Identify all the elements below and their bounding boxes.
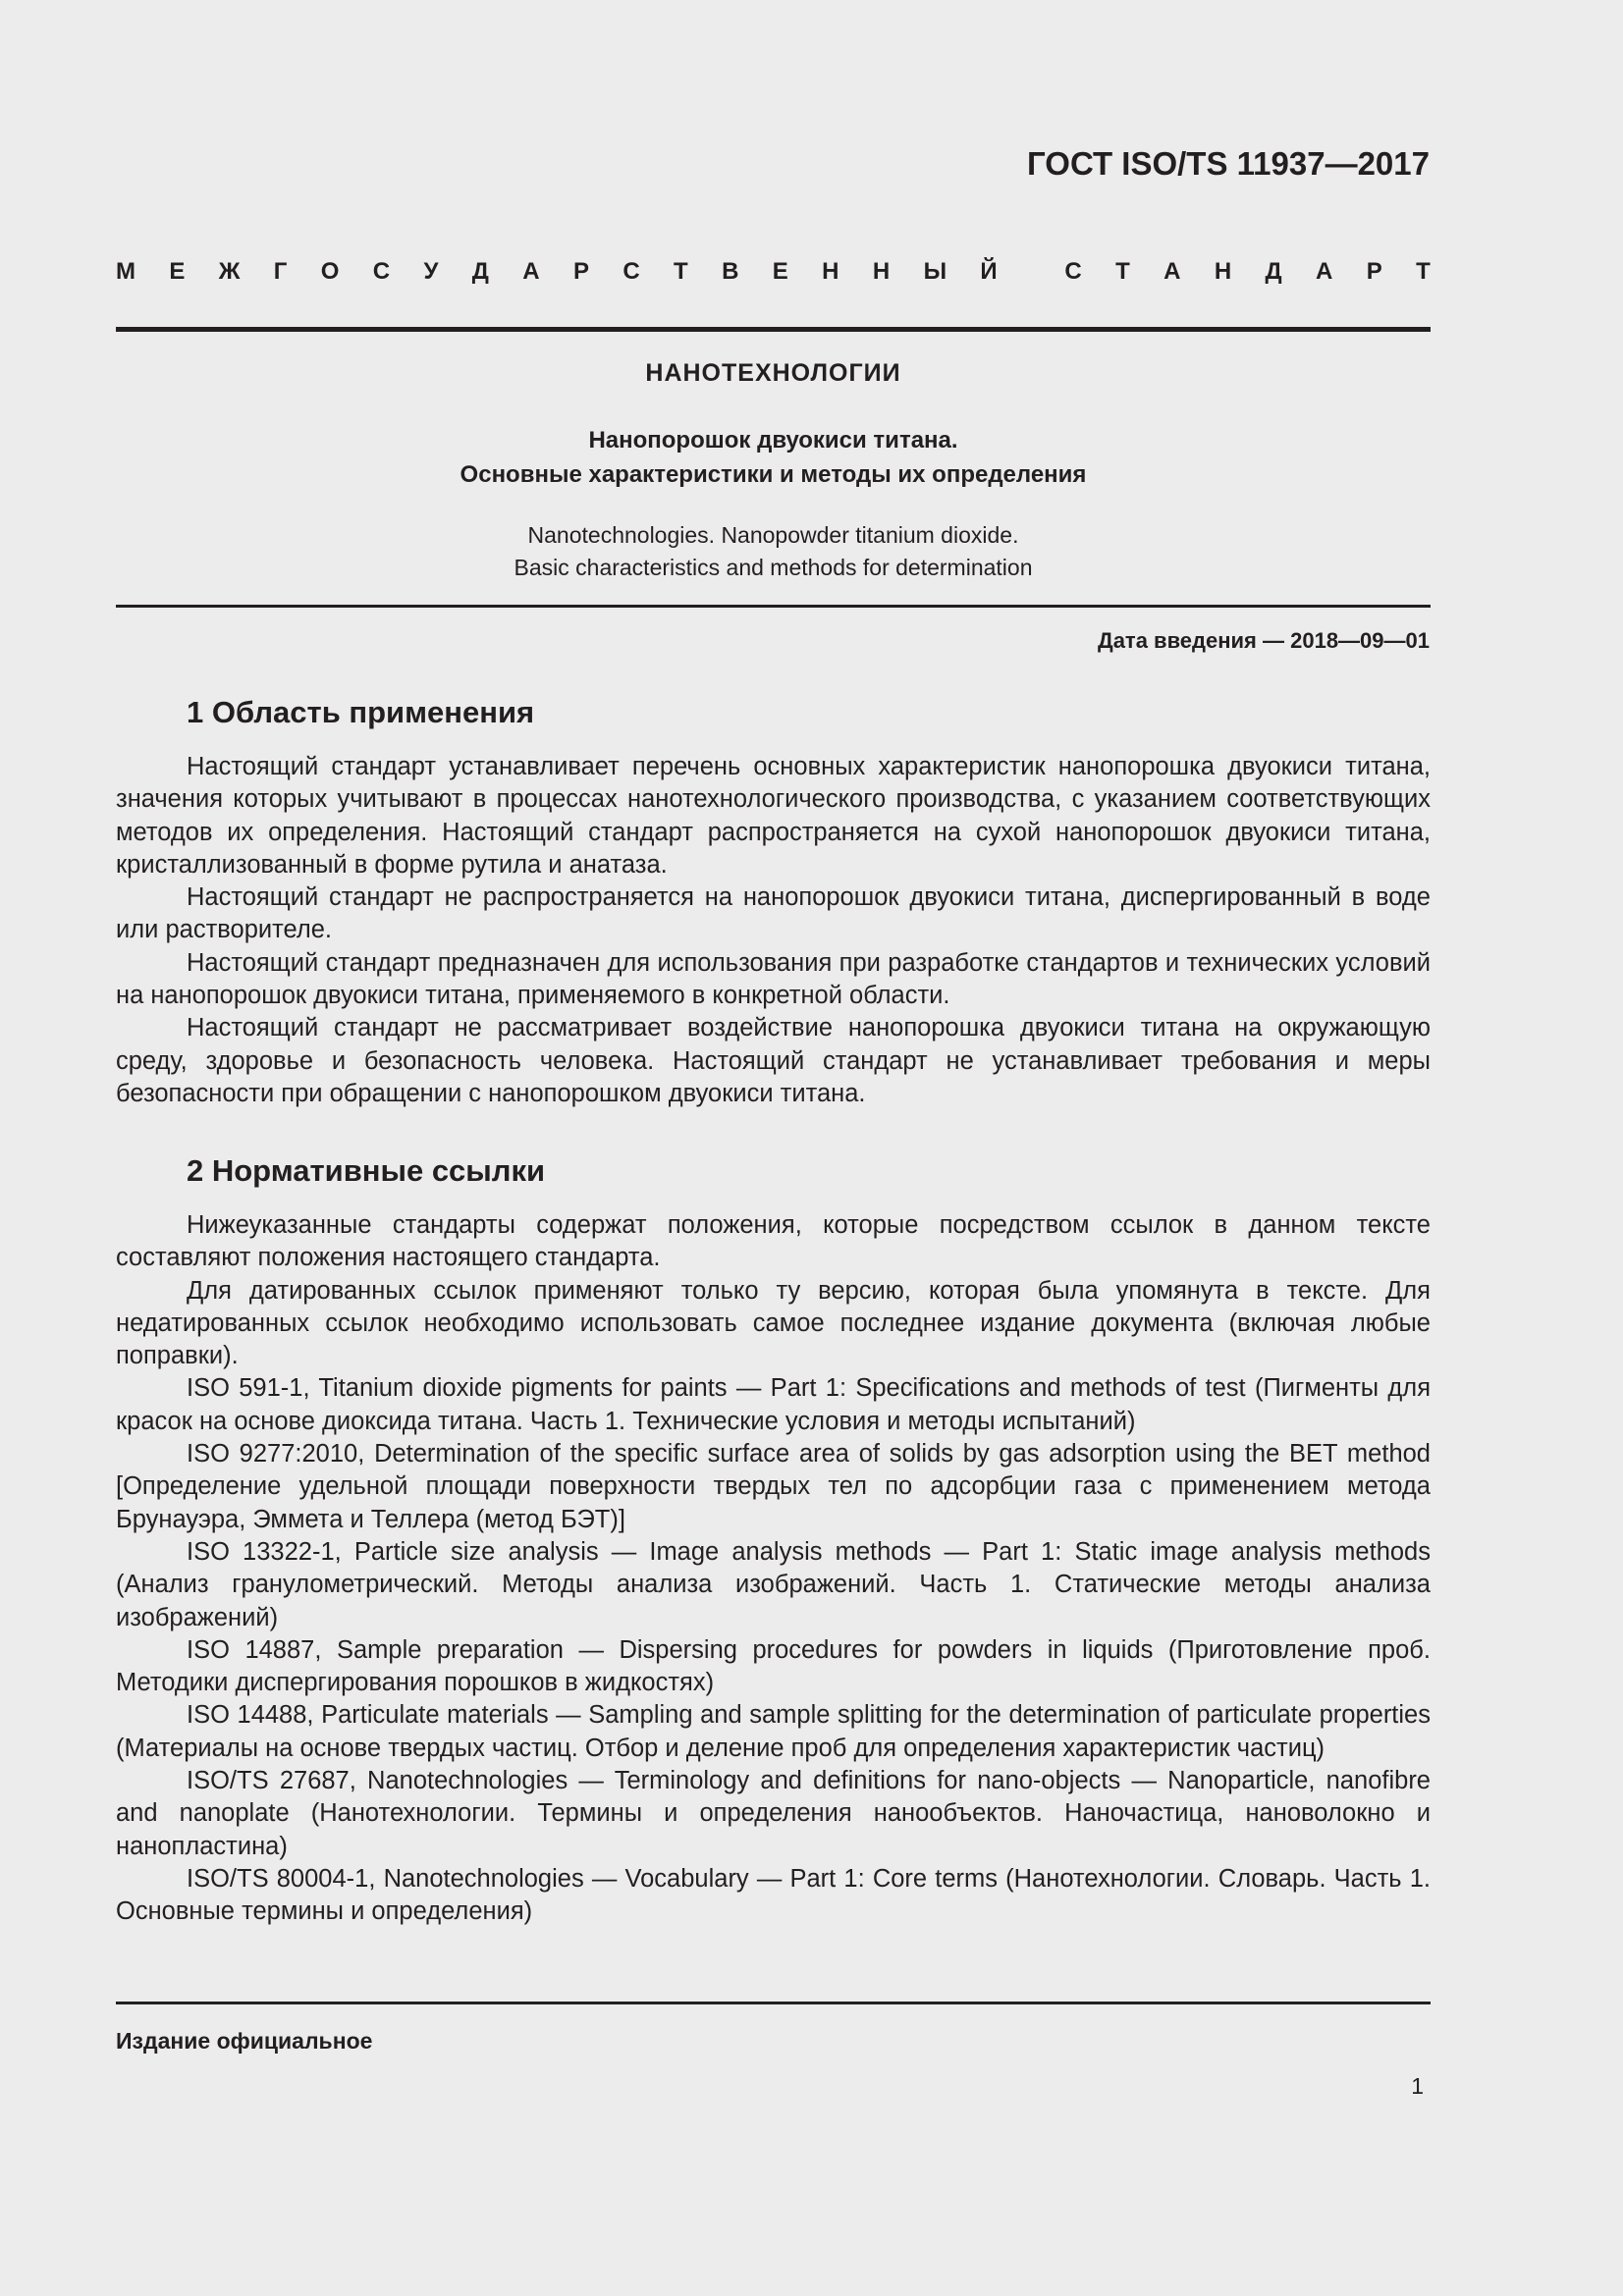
reference-entry: ISO/TS 27687, Nanotechnologies — Terminology and definitions for nano-objects — Nanoparticle, nanofibre and nanoplate (Нанотехнологии. Термины и определения нанообъектов. Наночастица, нановолокно и нанопластина) [116,1767,1431,1860]
letter: О [320,258,340,285]
letter: Д [1265,258,1282,285]
letter: Р [572,258,589,285]
letter: М [116,258,135,285]
paragraph: Настоящий стандарт не распространяется на нанопорошок двуокиси титана, диспергированный в воде или растворителе. [116,883,1431,944]
letter: А [1163,258,1181,285]
letter: Д [471,258,489,285]
letter: С [372,258,391,285]
section-heading: 2 Нормативные ссылки [187,1153,546,1188]
letter: Ж [218,258,241,285]
letter: Н [872,258,891,285]
standard-type [116,258,1431,286]
introduction-date: Дата введения — 2018—09—01 [1098,628,1430,653]
reference-entry: ISO 14488, Particulate materials — Sampling and sample splitting for the determination of particulate properties (Материалы на основе твердых частиц. Отбор и деление проб для определения характеристик частиц) [116,1701,1431,1762]
letter: А [1316,258,1333,285]
letter: Е [772,258,788,285]
letter: У [423,258,439,285]
russian-title [116,423,1431,492]
section-body [116,1209,1431,1929]
letter: Т [674,258,688,285]
russian-title-line: Основные характеристики и методы их определения [460,461,1087,488]
paragraph: Настоящий стандарт предназначен для использования при разработке стандартов и технических условий на нанопорошок двуокиси титана, применяемого в конкретной области. [116,948,1431,1010]
title-rule [116,605,1431,608]
english-title-line: Nanotechnologies. Nanopowder titanium dioxide. [527,522,1019,548]
edition-label: Издание официальное [116,2028,373,2054]
reference-entry: ISO 14887, Sample preparation — Dispersing procedures for powders in liquids (Приготовление проб. Методики диспергирования порошков в жидкостях) [116,1635,1431,1697]
footer-rule [116,2002,1431,2004]
document-number: ГОСТ ISO/TS 11937—2017 [1027,145,1430,182]
reference-entry: ISO/TS 80004-1, Nanotechnologies — Vocabulary — Part 1: Core terms (Нанотехнологии. Словарь. Часть 1. Основные термины и определения) [116,1864,1431,1926]
reference-entry: ISO 13322-1, Particle size analysis — Image analysis methods — Part 1: Static image analysis methods (Анализ гранулометрический. Методы анализа изображений. Часть 1. Статические методы анализа изображений) [116,1537,1431,1631]
letter: В [722,258,739,285]
letter: А [522,258,540,285]
document-topic: НАНОТЕХНОЛОГИИ [645,359,901,387]
page-number: 1 [1411,2073,1424,2099]
letter: Т [1115,258,1130,285]
letter: Н [822,258,839,285]
russian-title-line: Нанопорошок двуокиси титана. [588,427,958,454]
letter: Е [169,258,186,285]
letter: Й [980,258,998,285]
paragraph: Настоящий стандарт не рассматривает воздействие нанопорошка двуокиси титана на окружающую среду, здоровье и безопасность человека. Настоящий стандарт не устанавливает требования и меры безопасности при обращении с нанопорошком двуокиси титана. [116,1014,1431,1107]
section-heading: 1 Область применения [187,695,535,729]
reference-entry: ISO 591-1, Titanium dioxide pigments for paints — Part 1: Specifications and methods of test (Пигменты для красок на основе диоксида титана. Часть 1. Технические условия и методы испытаний) [116,1374,1431,1435]
paragraph: Для датированных ссылок применяют только ту версию, которая была упомянута в тексте. Для недатированных ссылок необходимо использовать самое последнее издание документа (включая любые поправки). [116,1276,1431,1370]
english-title-line: Basic characteristics and methods for determination [514,555,1033,580]
header-rule [116,327,1431,332]
english-title [116,519,1431,584]
letter: Н [1214,258,1232,285]
letter: Р [1366,258,1382,285]
reference-entry: ISO 9277:2010, Determination of the specific surface area of solids by gas adsorption using the BET method [Определение удельной площади поверхности твердых тел по адсорбции газа с применением метода Брунауэра, Эммета и Теллера (метод БЭТ)] [116,1440,1431,1533]
letter: С [1064,258,1082,285]
paragraph: Настоящий стандарт устанавливает перечень основных характеристик нанопорошка двуокиси титана, значения которых учитывают в процессах нанотехнологического производства, с указанием соответствующих методов их определения. Настоящий стандарт распространяется на сухой нанопорошок двуокиси титана, кристаллизованный в форме рутила и анатаза. [116,753,1431,879]
section-body [116,751,1431,1110]
letter: С [622,258,640,285]
letter: Т [1416,258,1431,285]
paragraph: Нижеуказанные стандарты содержат положения, которые посредством ссылок в данном тексте составляют положения настоящего стандарта. [116,1211,1431,1272]
letter: Ы [923,258,947,285]
letter: Г [273,258,288,285]
